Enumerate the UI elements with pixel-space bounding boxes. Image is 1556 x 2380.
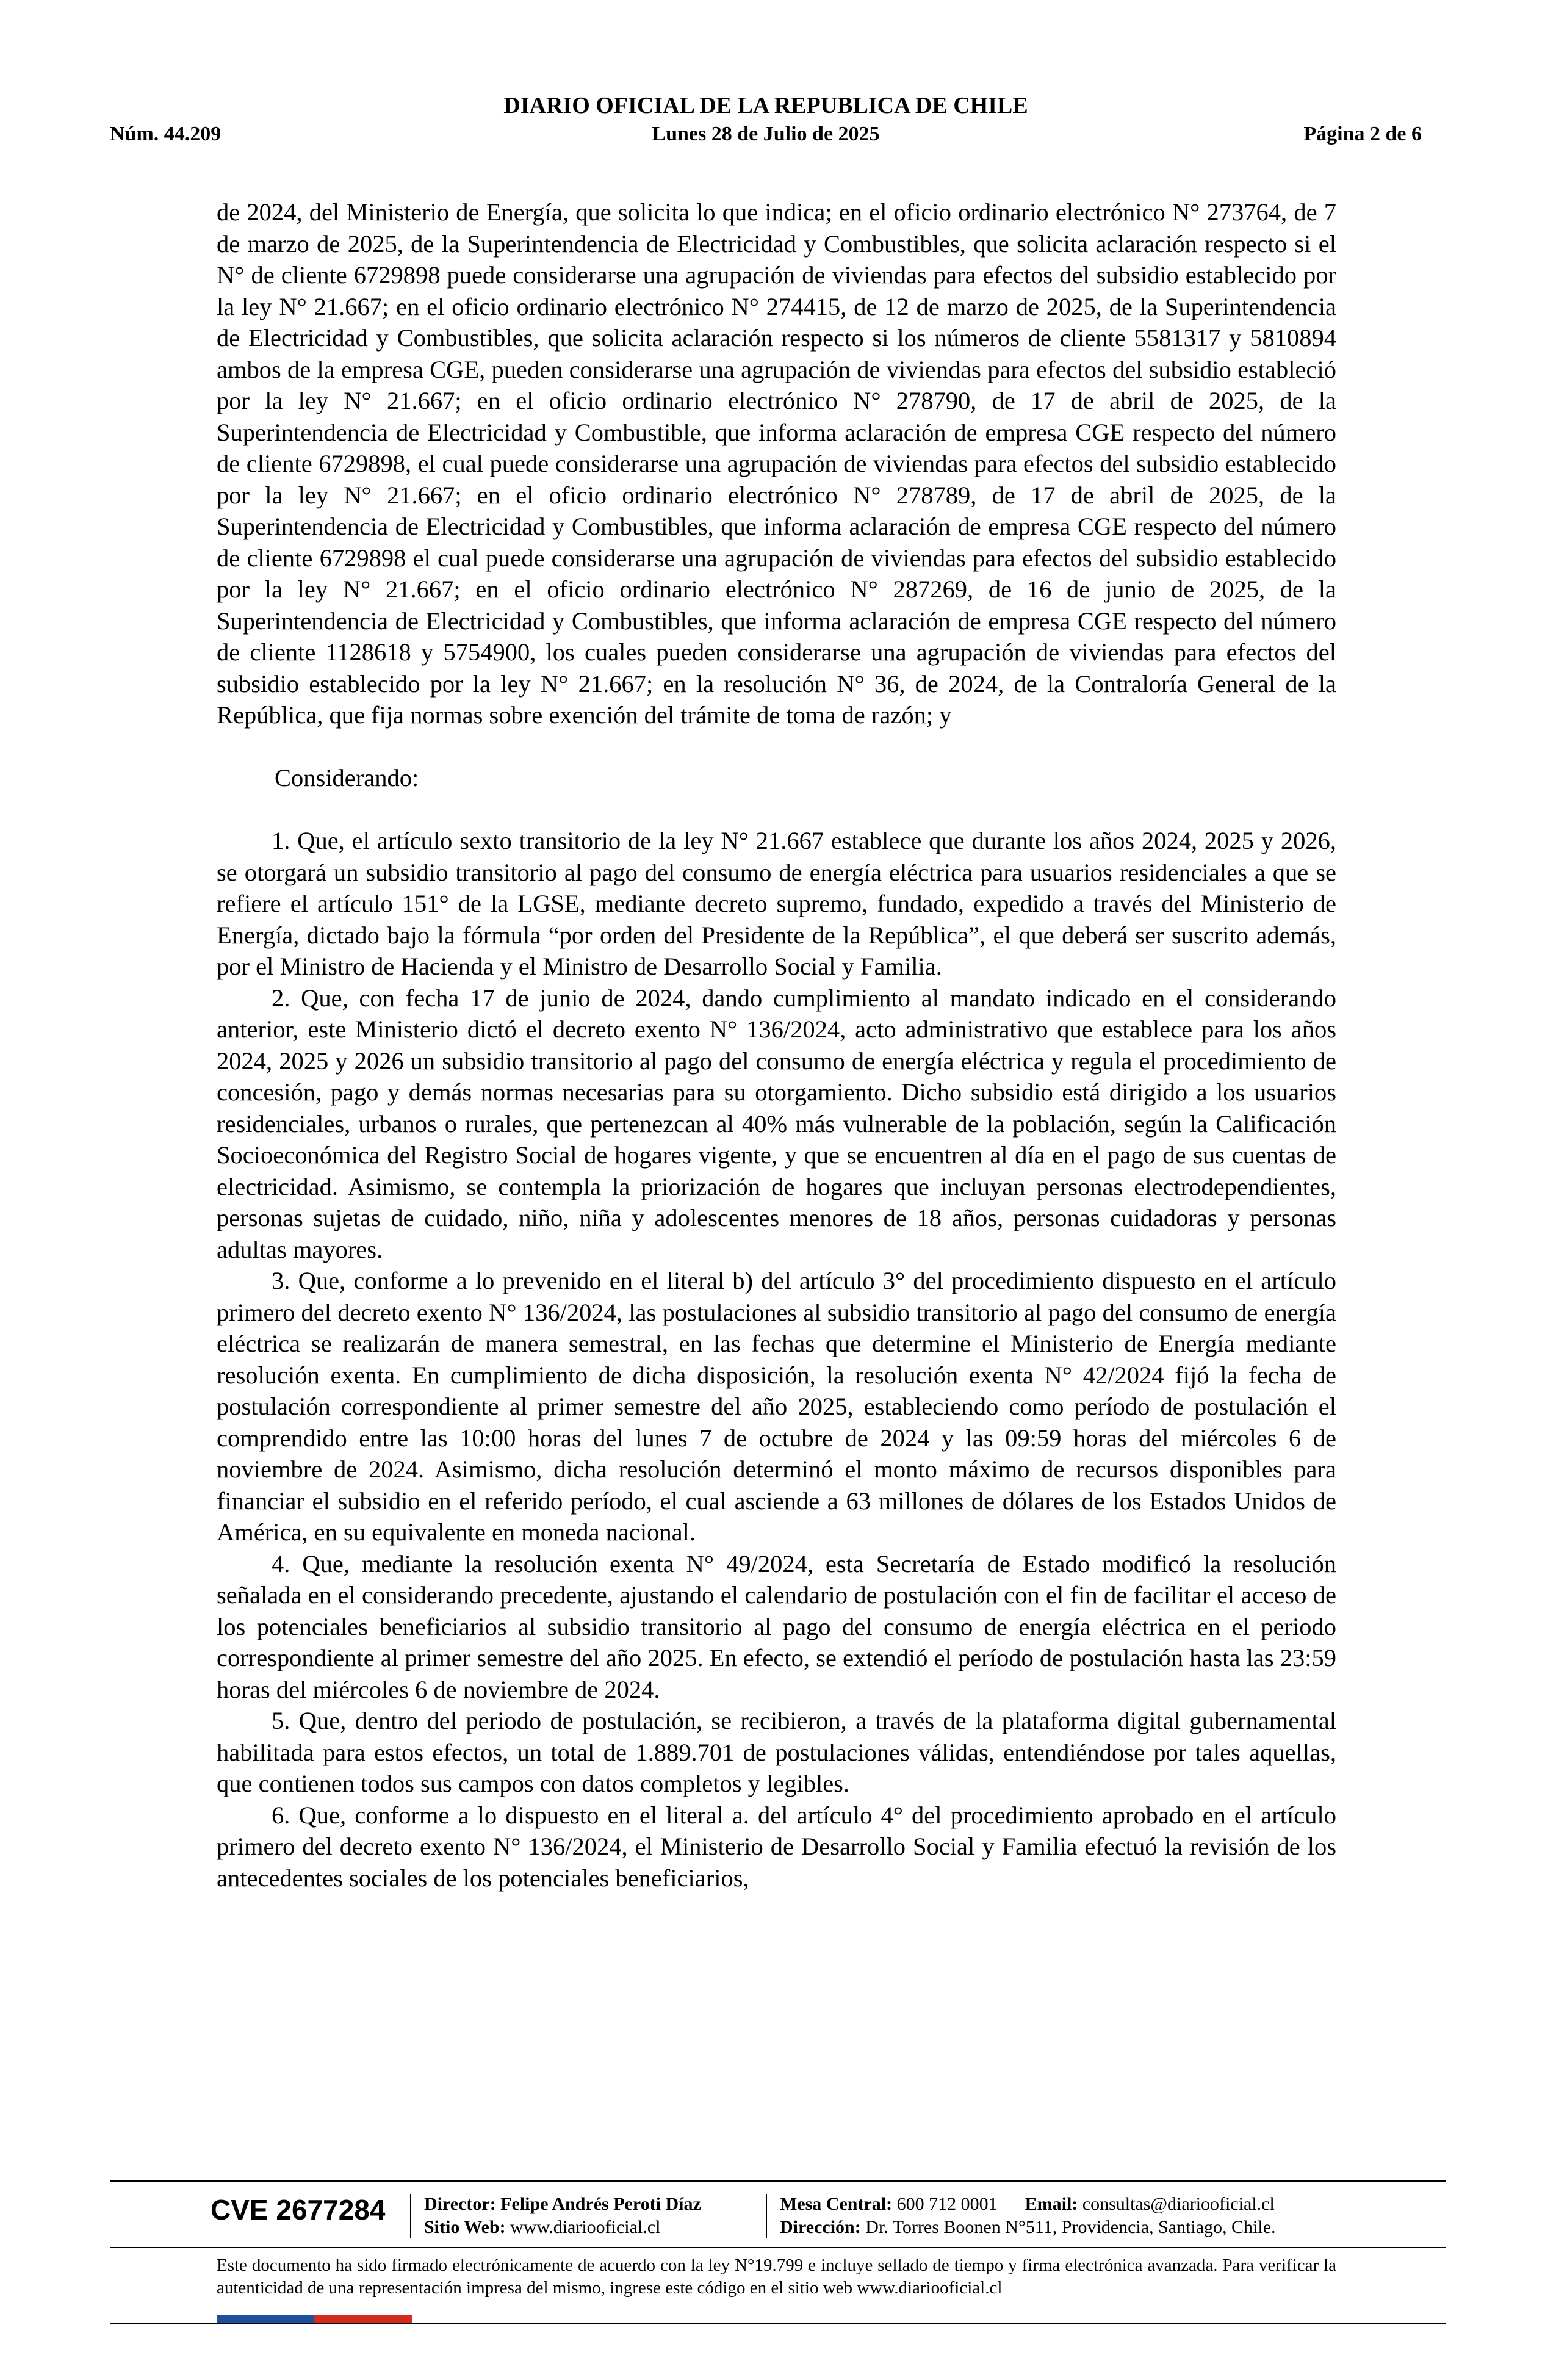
footer-divider-mid: [110, 2247, 1446, 2248]
flag-blue-segment: [217, 2315, 314, 2323]
considerando-3: 3. Que, conforme a lo prevenido en el literal b) del artículo 3° del procedimiento dispuesto en el artículo primero del decreto exento N° 136/2024, las postulaciones al subsidio transitorio al pago del consumo de energía eléctrica se realizarán de manera semestral, en las fechas que determine el Ministerio de Energía mediante resolución exenta. En cumplimiento de dicha disposición, la resolución exenta N° 42/2024 fijó la fecha de postulación correspondiente al primer semestre del año 2025, estableciendo como período de postulación el comprendido entre las 10:00 horas del lunes 7 de octubre de 2024 y las 09:59 horas del miércoles 6 de noviembre de 2024. Asimismo, dicha resolución determinó el monto máximo de recursos disponibles para financiar el subsidio en el referido período, el cual asciende a 63 millones de dólares de los Estados Unidos de América, en su equivalente en moneda nacional.: [217, 1267, 1336, 1546]
director-name: Felipe Andrés Peroti Díaz: [500, 2194, 701, 2214]
considerando-2: 2. Que, con fecha 17 de junio de 2024, dando cumplimiento al mandato indicado en el considerando anterior, este Ministerio dictó el decreto exento N° 136/2024, acto administrativo que establece para los años 2024, 2025 y 2026 un subsidio transitorio al pago del consumo de energía eléctrica y regula el procedimiento de concesión, pago y demás normas necesarias para su otorgamiento. Dicho subsidio está dirigido a los usuarios residenciales, urbanos o rurales, que pertenezcan al 40% más vulnerable de la población, según la Calificación Socioeconómica del Registro Social de hogares vigente, y que se encuentren al día en el pago de sus cuentas de electricidad. Asimismo, se contempla la priorización de hogares que incluyan personas electrodependientes, personas sujetas de cuidado, niño, niña y adolescentes menores de 18 años, personas cuidadoras y personas adultas mayores.: [217, 984, 1336, 1263]
website-label: Sitio Web:: [424, 2217, 506, 2237]
considerando-5: 5. Que, dentro del periodo de postulación, se recibieron, a través de la plataforma digital gubernamental habilitada para estos efectos, un total de 1.889.701 de postulaciones válidas, entendiéndose por tales aquellas, que contienen todos sus campos con datos completos y legibles.: [217, 1707, 1336, 1797]
flag-red-segment: [314, 2315, 412, 2323]
director-label: Director:: [424, 2194, 496, 2214]
considerando-4: 4. Que, mediante la resolución exenta N° 49/2024, esta Secretaría de Estado modificó la resolución señalada en el considerando precedente, ajustando el calendario de postulación con el fin de facilitar el acceso de los potenciales beneficiarios al subsidio transitorio al pago del consumo de energía eléctrica en el periodo correspondiente al primer semestre del año 2025. En efecto, se extendió el período de postulación hasta las 23:59 horas del miércoles 6 de noviembre de 2024.: [217, 1549, 1336, 1703]
page-header: [110, 92, 1422, 153]
contact-line: [780, 2193, 1275, 2216]
footer-divider-bottom: [110, 2323, 1446, 2324]
footer-separator: [766, 2194, 767, 2238]
issue-number: Núm. 44.209: [110, 123, 222, 145]
cve-code: CVE 2677284: [211, 2194, 386, 2226]
mesa-phone: 600 712 0001: [896, 2194, 998, 2214]
intro-paragraph: de 2024, del Ministerio de Energía, que solicita lo que indica; en el oficio ordinario electrónico N° 273764, de 7 de marzo de 2025, de la Superintendencia de Electricidad y Combustibles, que solicita aclaración respecto si el N° de cliente 6729898 puede considerarse una agrupación de viviendas para efectos del subsidio establecido por la ley N° 21.667; en el oficio ordinario electrónico N° 274415, de 12 de marzo de 2025, de la Superintendencia de Electricidad y Combustibles, que solicita aclaración respecto si los números de cliente 5581317 y 5810894 ambos de la empresa CGE, pueden considerarse una agrupación de viviendas para efectos del subsidio estableció por la ley N° 21.667; en el oficio ordinario electrónico N° 278790, de 17 de abril de 2025, de la Superintendencia de Electricidad y Combustible, que informa aclaración de empresa CGE respecto del número de cliente 6729898, el cual puede considerarse una agrupación de viviendas para efectos del subsidio establecido por la ley N° 21.667; en el oficio ordinario electrónico N° 278789, de 17 de abril de 2025, de la Superintendencia de Electricidad y Combustibles, que informa aclaración de empresa CGE respecto del número de cliente 6729898 el cual puede considerarse una agrupación de viviendas para efectos del subsidio establecido por la ley N° 21.667; en el oficio ordinario electrónico N° 287269, de 16 de junio de 2025, de la Superintendencia de Electricidad y Combustibles, que informa aclaración de empresa CGE respecto del número de cliente 1128618 y 5754900, los cuales pueden considerarse una agrupación de viviendas para efectos del subsidio establecido por la ley N° 21.667; en la resolución N° 36, de 2024, de la Contraloría General de la República, que fija normas sobre exención del trámite de toma de razón; y: [217, 198, 1336, 729]
page-indicator: Página 2 de 6: [1303, 123, 1422, 145]
gazette-title: DIARIO OFICIAL DE LA REPUBLICA DE CHILE: [503, 93, 1028, 118]
address-value: Dr. Torres Boonen N°511, Providencia, Santiago, Chile.: [865, 2217, 1276, 2237]
document-body: [217, 197, 1336, 1894]
address-line: [780, 2216, 1276, 2239]
legal-notice: Este documento ha sido firmado electrónicamente de acuerdo con la ley N°19.799 e incluye sellado de tiempo y firma electrónica avanzada. Para verificar la autenticidad de una representación impresa del mismo, ingrese este código en el sitio web www.diariooficial.cl: [217, 2256, 1336, 2298]
email-label: Email:: [1025, 2194, 1078, 2214]
mesa-label: Mesa Central:: [780, 2194, 893, 2214]
footer-separator: [410, 2194, 411, 2238]
email-link[interactable]: consultas@diariooficial.cl: [1082, 2194, 1275, 2214]
footer-divider-top: [110, 2180, 1446, 2182]
website-link[interactable]: www.diariooficial.cl: [510, 2217, 661, 2237]
website-line: [424, 2216, 660, 2239]
considerando-heading: Considerando:: [275, 764, 419, 792]
considerando-6: 6. Que, conforme a lo dispuesto en el literal a. del artículo 4° del procedimiento aprobado en el artículo primero del decreto exento N° 136/2024, el Ministerio de Desarrollo Social y Familia efectuó la revisión de los antecedentes sociales de los potenciales beneficiarios,: [217, 1801, 1336, 1892]
considerando-1: 1. Que, el artículo sexto transitorio de la ley N° 21.667 establece que durante los años 2024, 2025 y 2026, se otorgará un subsidio transitorio al pago del consumo de energía eléctrica para usuarios residenciales a que se refiere el artículo 151° de la LGSE, mediante decreto supremo, fundado, expedido a través del Ministerio de Energía, dictado bajo la fórmula “por orden del Presidente de la República”, el que deberá ser suscrito además, por el Ministro de Hacienda y el Ministro de Desarrollo Social y Familia.: [217, 827, 1336, 980]
director-line: [424, 2193, 701, 2216]
issue-date: Lunes 28 de Julio de 2025: [652, 123, 880, 145]
address-label: Dirección:: [780, 2217, 861, 2237]
